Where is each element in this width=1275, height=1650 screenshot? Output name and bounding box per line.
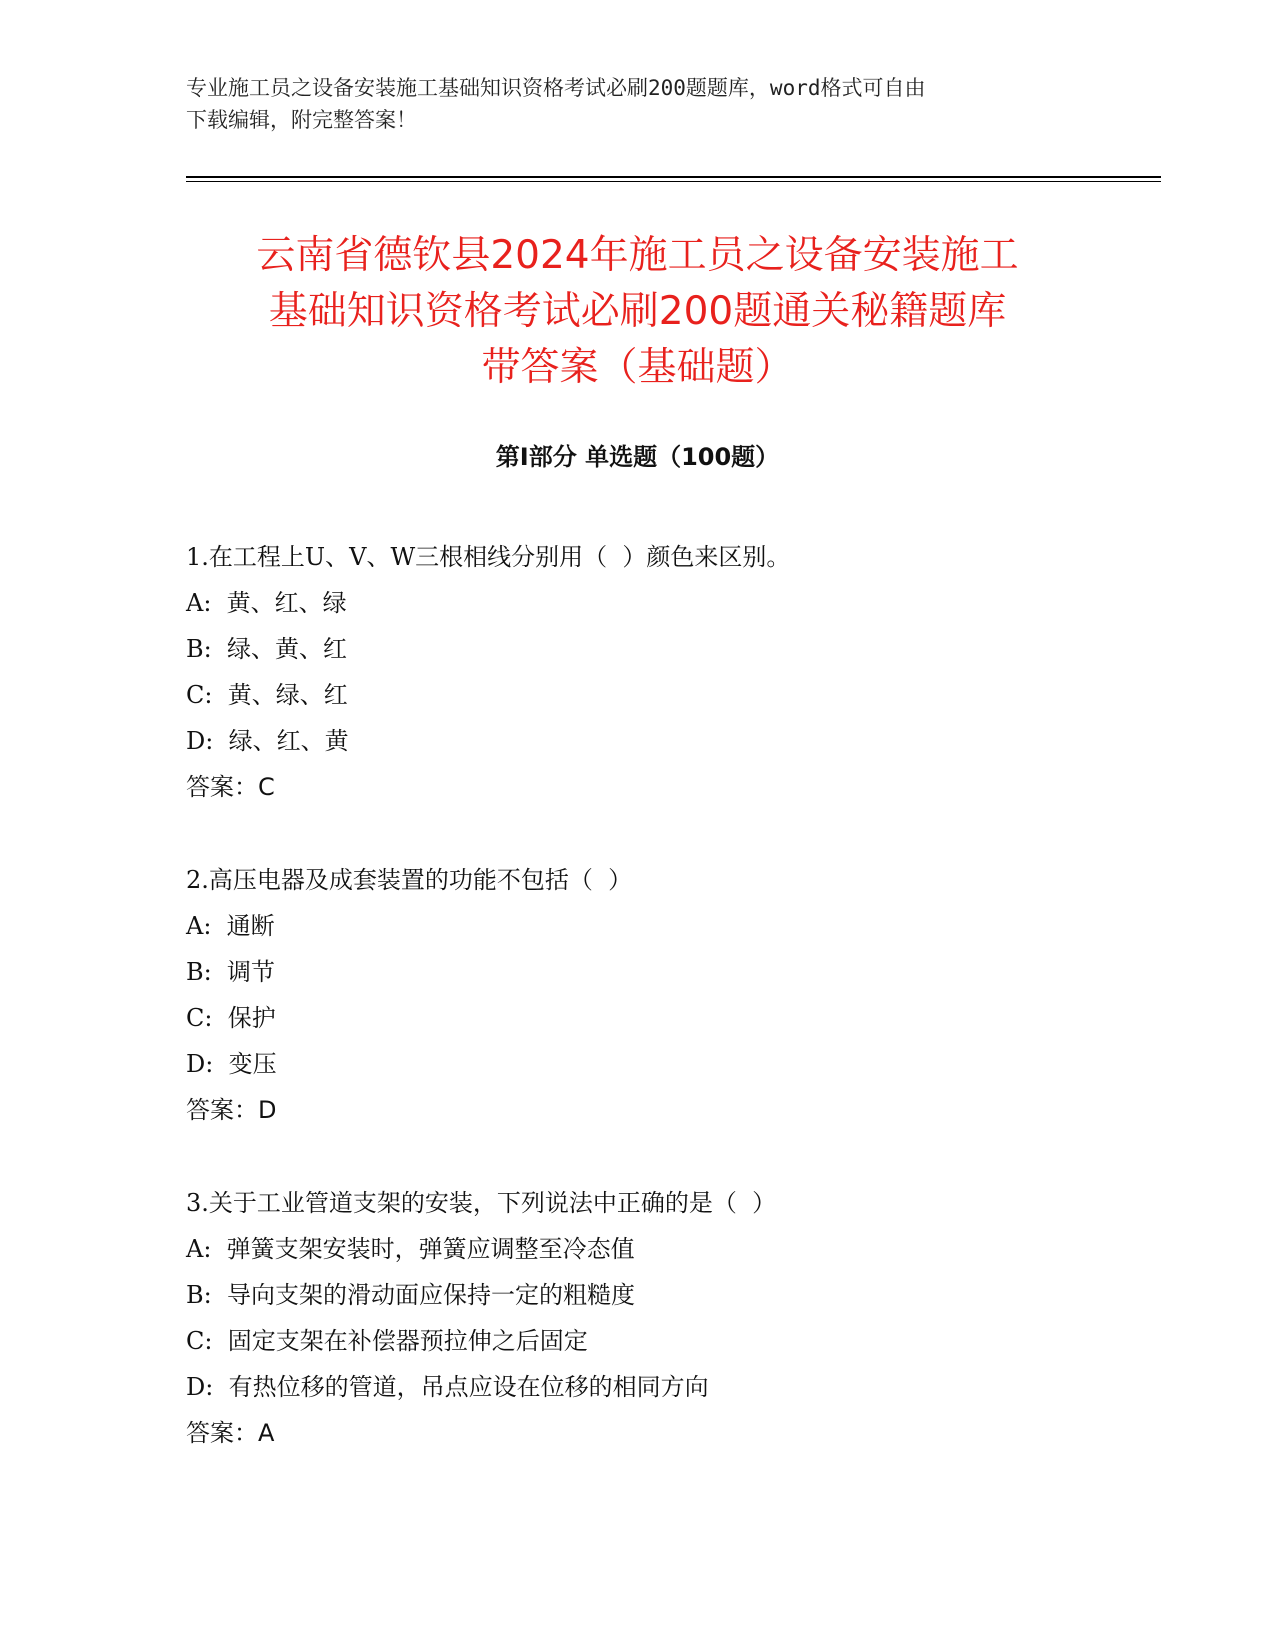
option-b: B: 导向支架的滑动面应保持一定的粗糙度 xyxy=(186,1281,635,1309)
document-title xyxy=(150,228,1125,396)
option-a: A: 黄、红、绿 xyxy=(186,589,347,617)
option-d: D: 有热位移的管道，吊点应设在位移的相同方向 xyxy=(186,1373,709,1401)
option-a: A: 弹簧支架安装时，弹簧应调整至冷态值 xyxy=(186,1235,635,1263)
title-line-1: 云南省德钦县2024年施工员之设备安装施工 xyxy=(256,233,1019,278)
option-b: B: 绿、黄、红 xyxy=(186,635,347,663)
option-a: A: 通断 xyxy=(186,912,275,940)
question-2 xyxy=(186,857,1086,1133)
header-note-line-1: 专业施工员之设备安装施工基础知识资格考试必刷200题题库，word格式可自由 xyxy=(186,76,926,100)
header-rule-thick xyxy=(186,176,1161,178)
section-heading: 第Ⅰ部分 单选题（100题） xyxy=(495,443,780,471)
answer: 答案：D xyxy=(186,1096,277,1124)
answer: 答案：A xyxy=(186,1419,275,1447)
question-stem: 1.在工程上U、V、W三根相线分别用（ ）颜色来区别。 xyxy=(186,543,791,571)
header-note xyxy=(186,72,1086,136)
title-line-3: 带答案（基础题） xyxy=(481,345,794,390)
header-note-line-2: 下载编辑，附完整答案！ xyxy=(186,108,417,132)
question-1 xyxy=(186,534,1086,810)
option-b: B: 调节 xyxy=(186,958,275,986)
question-3 xyxy=(186,1180,1086,1456)
option-c: C: 固定支架在补偿器预拉伸之后固定 xyxy=(186,1327,588,1355)
question-stem: 3.关于工业管道支架的安装，下列说法中正确的是（ ） xyxy=(186,1189,777,1217)
answer: 答案：C xyxy=(186,773,275,801)
question-stem: 2.高压电器及成套装置的功能不包括（ ） xyxy=(186,866,633,894)
option-c: C: 黄、绿、红 xyxy=(186,681,348,709)
option-d: D: 变压 xyxy=(186,1050,277,1078)
header-rule-thin xyxy=(186,181,1161,182)
title-line-2: 基础知识资格考试必刷200题通关秘籍题库 xyxy=(268,289,1007,334)
option-d: D: 绿、红、黄 xyxy=(186,727,349,755)
option-c: C: 保护 xyxy=(186,1004,276,1032)
